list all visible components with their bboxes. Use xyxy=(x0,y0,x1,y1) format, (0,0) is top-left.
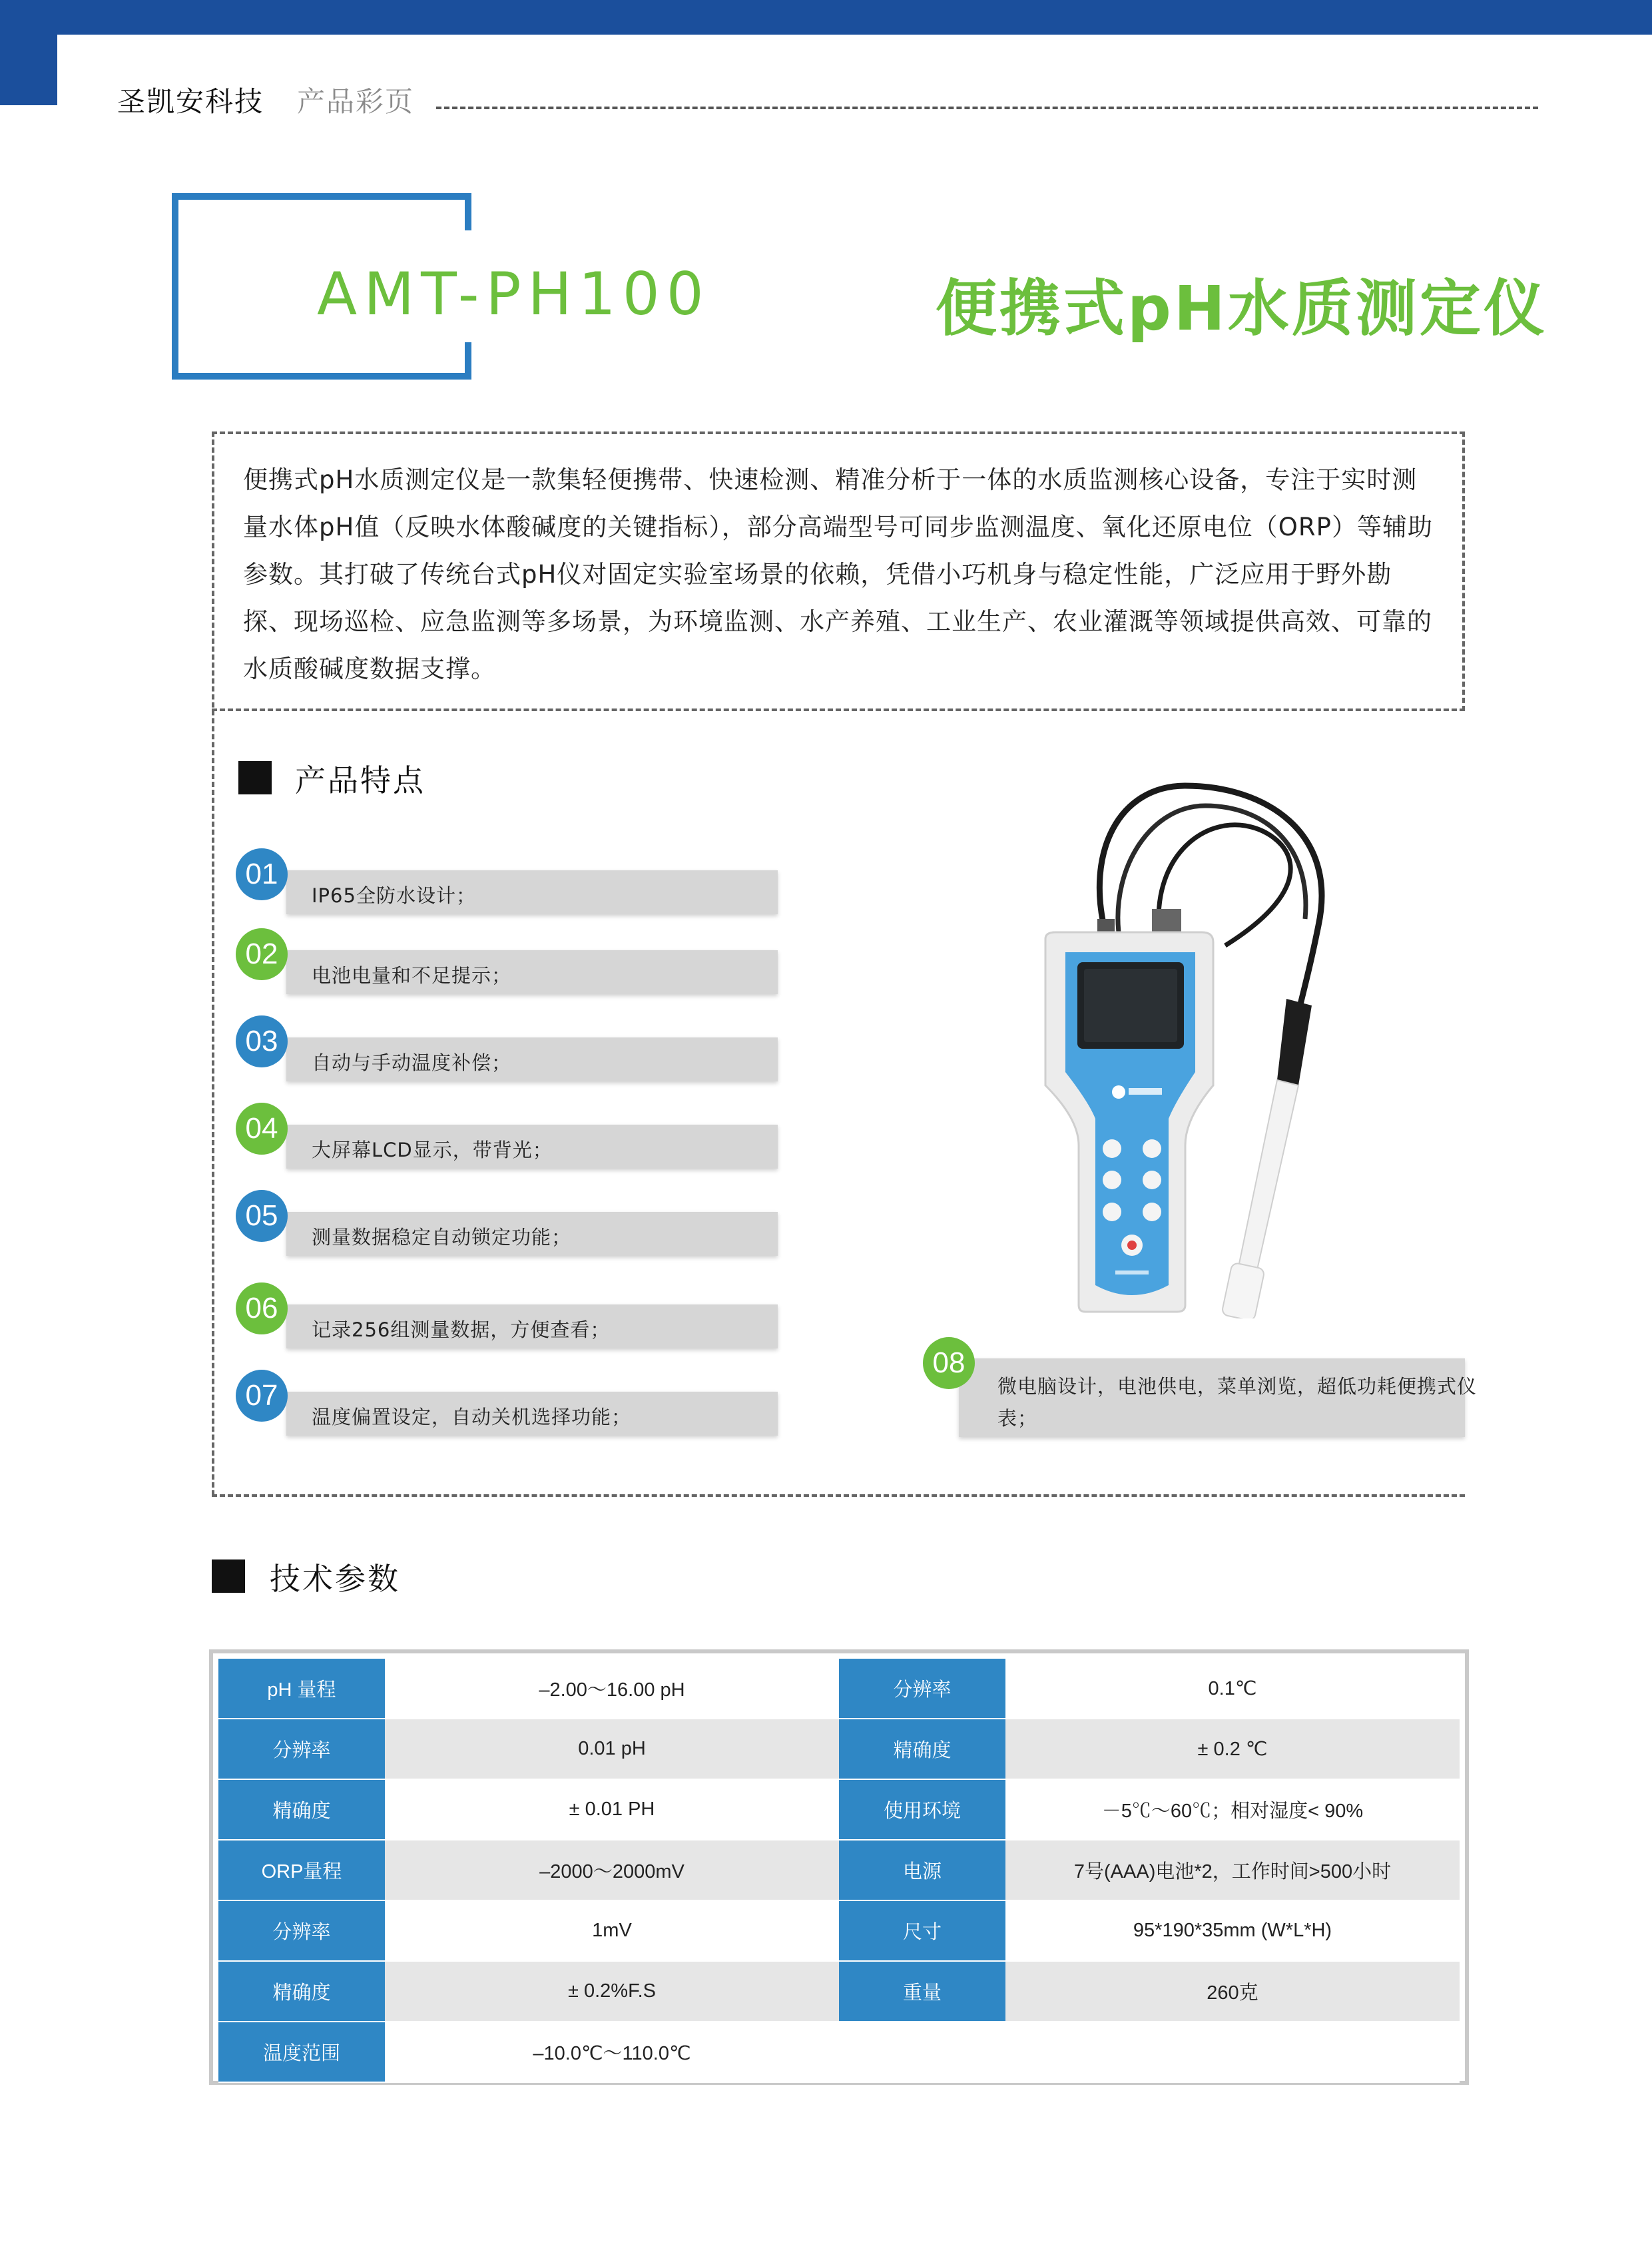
spec-value: 0.1℃ xyxy=(1005,1659,1460,1719)
feature-text-03: 自动与手动温度补偿； xyxy=(312,1051,512,1074)
spec-value: –2.00～16.00 pH xyxy=(385,1659,839,1719)
feature-text-05: 测量数据稳定自动锁定功能； xyxy=(312,1226,572,1249)
table-row xyxy=(218,2022,1460,2082)
spec-value: 95*190*35mm (W*L*H) xyxy=(1005,1900,1460,1961)
frame-right-border xyxy=(1462,431,1465,711)
feature-number-02: 02 xyxy=(236,928,288,980)
spec-label: 温度范围 xyxy=(218,2022,385,2082)
empty-cell xyxy=(1005,2022,1460,2082)
frame-bottom-border xyxy=(212,1494,1465,1497)
feature-text-08-line1: 微电脑设计，电池供电，菜单浏览，超低功耗便携式仪 xyxy=(997,1375,1478,1398)
section-label: 产品彩页 xyxy=(297,85,415,118)
feature-number-08: 08 xyxy=(923,1337,975,1389)
frame-top-border xyxy=(212,431,1465,434)
product-title: 便携式pH水质测定仪 xyxy=(936,273,1547,344)
table-row xyxy=(218,1779,1460,1840)
frame-left-border xyxy=(212,431,214,1496)
feature-number-07: 07 xyxy=(236,1370,288,1422)
spec-label: 使用环境 xyxy=(839,1779,1005,1840)
spec-value: –2000～2000mV xyxy=(385,1840,839,1900)
spec-value: –10.0℃～110.0℃ xyxy=(385,2022,839,2082)
feature-number-06: 06 xyxy=(236,1282,288,1334)
empty-cell xyxy=(839,2022,1005,2082)
spec-label: 分辨率 xyxy=(218,1719,385,1779)
feature-text-01: IP65全防水设计； xyxy=(312,884,476,907)
model-number: AMT-PH100 xyxy=(317,260,710,328)
top-blue-bar xyxy=(0,0,1652,35)
spec-value: 260克 xyxy=(1005,1961,1460,2022)
spec-table xyxy=(209,1649,1469,2085)
spec-label: 分辨率 xyxy=(218,1900,385,1961)
spec-value: ± 0.01 PH xyxy=(385,1779,839,1840)
feature-number-04: 04 xyxy=(236,1103,288,1155)
table-row xyxy=(218,1659,1460,1719)
feature-number-05: 05 xyxy=(236,1190,288,1242)
table-row xyxy=(218,1900,1460,1961)
frame-mid-border xyxy=(212,708,1465,711)
features-heading-square-icon xyxy=(238,761,272,794)
product-introduction: 便携式pH水质测定仪是一款集轻便携带、快速检测、精准分析于一体的水质监测核心设备，专注于实时测量水体pH值（反映水体酸碱度的关键指标），部分高端型号可同步监测温度、氧化还原电位（ORP）等辅助参数。其打破了传统台式pH仪对固定实验室场景的依赖，凭借小巧机身与稳定性能，广泛应用于野外勘探、现场巡检、应急监测等多场景，为环境监测、水产养殖、工业生产、农业灌溉等领域提供高效、可靠的水质酸碱度数据支撑。 xyxy=(243,465,1433,683)
feature-text-08-line2: 表； xyxy=(997,1407,1038,1430)
ph-meter-device-image xyxy=(1025,772,1398,1318)
specs-heading-square-icon xyxy=(212,1559,245,1593)
features-heading: 产品特点 xyxy=(295,762,425,798)
spec-label: pH 量程 xyxy=(218,1659,385,1719)
spec-label: 精确度 xyxy=(218,1961,385,2022)
spec-value: ± 0.2 ℃ xyxy=(1005,1719,1460,1779)
spec-label: 分辨率 xyxy=(839,1659,1005,1719)
spec-label: 精确度 xyxy=(218,1779,385,1840)
table-row xyxy=(218,1961,1460,2022)
spec-label: 尺寸 xyxy=(839,1900,1005,1961)
feature-number-01: 01 xyxy=(236,848,288,900)
spec-label: 重量 xyxy=(839,1961,1005,2022)
feature-text-06: 记录256组测量数据，方便查看； xyxy=(312,1318,611,1341)
table-row xyxy=(218,1840,1460,1900)
feature-text-02: 电池电量和不足提示； xyxy=(312,964,512,987)
spec-label: ORP量程 xyxy=(218,1840,385,1900)
spec-value: －5℃～60℃；相对湿度< 90% xyxy=(1005,1779,1460,1840)
spec-value: ± 0.2%F.S xyxy=(385,1961,839,2022)
brand-name: 圣凯安科技 xyxy=(117,85,264,118)
spec-value: 7号(AAA)电池*2，工作时间>500小时 xyxy=(1005,1840,1460,1900)
feature-text-07: 温度偏置设定，自动关机选择功能； xyxy=(312,1406,632,1428)
spec-value: 1mV xyxy=(385,1900,839,1961)
header-divider xyxy=(436,107,1538,109)
specs-heading: 技术参数 xyxy=(270,1561,400,1597)
spec-value: 0.01 pH xyxy=(385,1719,839,1779)
table-row xyxy=(218,1719,1460,1779)
spec-label: 电源 xyxy=(839,1840,1005,1900)
spec-label: 精确度 xyxy=(839,1719,1005,1779)
feature-number-03: 03 xyxy=(236,1015,288,1067)
feature-text-04: 大屏幕LCD显示，带背光； xyxy=(312,1139,553,1161)
top-blue-tab xyxy=(0,0,57,105)
